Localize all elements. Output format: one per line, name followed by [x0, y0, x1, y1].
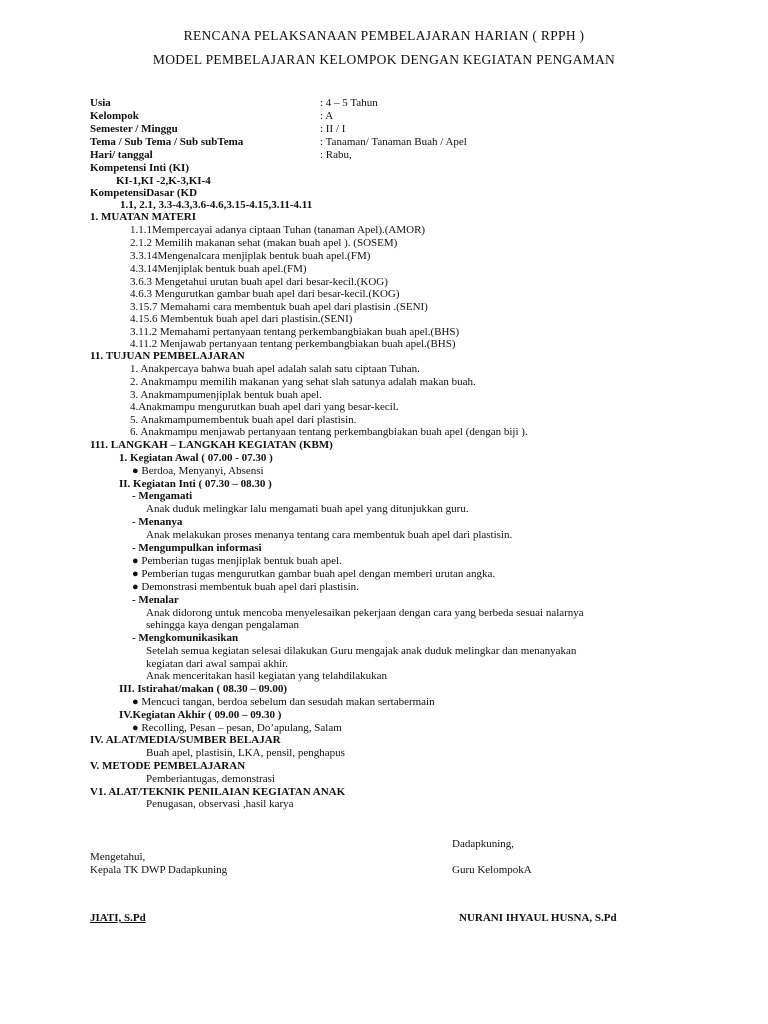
info-label-hari: Hari/ tanggal: [90, 149, 153, 161]
mengkomunikasikan-label: - Mengkomunikasikan: [132, 632, 239, 644]
muatan-item: 3.11.2 Memahami pertanyaan tentang perkembangbiakan buah apel.(BHS): [130, 326, 460, 338]
document-title: RENCANA PELAKSANAAN PEMBELAJARAN HARIAN ( RPPH ): [183, 28, 585, 43]
mengumpulkan-item: ● Pemberian tugas menjiplak bentuk buah apel.: [132, 555, 342, 567]
penilaian-text: Penugasan, observasi ,hasil karya: [146, 798, 294, 810]
kd-value: 1.1, 2.1, 3.3-4.3,3.6-4.6,3.15-4.15,3.11-4.11: [120, 199, 313, 211]
section-heading-muatan: 1. MUATAN MATERI: [90, 211, 197, 223]
section-heading-metode: V. METODE PEMBELAJARAN: [90, 760, 246, 772]
kd-label: KompetensiDasar (KD: [90, 187, 198, 199]
mengkomunikasikan-text: kegiatan dari awal sampai akhir.: [146, 658, 289, 670]
menalar-text: Anak didorong untuk mencoba menyelesaikan pekerjaan dengan cara yang berbeda sesuai nalarnya: [146, 607, 584, 619]
info-value-hari: : Rabu,: [320, 149, 352, 161]
info-label-tema: Tema / Sub Tema / Sub subTema: [90, 136, 244, 148]
tujuan-item: 2. Anakmampu memilih makanan yang sehat slah satunya adalah makan buah.: [130, 376, 476, 388]
mengumpulkan-item: ● Demonstrasi membentuk buah apel dari plastisin.: [132, 581, 359, 593]
info-label-semester: Semester / Minggu: [90, 123, 178, 135]
muatan-item: 3.3.14Mengenalcara menjiplak bentuk buah apel.(FM): [130, 250, 371, 262]
muatan-item: 3.15.7 Memahami cara membentuk buah apel dari plastisin .(SENI): [130, 301, 428, 313]
kegiatan-akhir-heading: IV.Kegiatan Akhir ( 09.00 – 09.30 ): [119, 709, 282, 721]
muatan-item: 3.6.3 Mengetahui urutan buah apel dari besar-kecil.(KOG): [130, 276, 388, 288]
tujuan-item: 5. Anakmampumembentuk buah apel dari plastisin.: [130, 414, 357, 426]
info-value-kelompok: : A: [320, 110, 334, 122]
signature-left-role: Kepala TK DWP Dadapkuning: [90, 864, 228, 876]
info-label-kelompok: Kelompok: [90, 110, 139, 122]
istirahat-item: ● Mencuci tangan, berdoa sebelum dan sesudah makan sertabermain: [132, 696, 435, 708]
section-heading-alat: IV. ALAT/MEDIA/SUMBER BELAJAR: [90, 734, 281, 746]
metode-text: Pemberiantugas, demonstrasi: [146, 773, 275, 785]
muatan-item: 4.6.3 Mengurutkan gambar buah apel dari besar-kecil.(KOG): [130, 288, 400, 300]
kegiatan-akhir-item: ● Recolling, Pesan – pesan, Do’apulang, Salam: [132, 722, 342, 734]
mengkomunikasikan-text: Anak menceritakan hasil kegiatan yang telahdilakukan: [146, 670, 387, 682]
mengkomunikasikan-text: Setelah semua kegiatan selesai dilakukan Guru mengajak anak duduk melingkar dan menanyakan: [146, 645, 577, 657]
tujuan-item: 1. Anakpercaya bahwa buah apel adalah salah satu ciptaan Tuhan.: [130, 363, 420, 375]
mengumpulkan-item: ● Pemberian tugas mengurutkan gambar buah apel dengan memberi urutan angka.: [132, 568, 496, 580]
signature-right-role: Guru KelompokA: [452, 864, 532, 876]
muatan-item: 4.15.6 Membentuk buah apel dari plastisin.(SENI): [130, 313, 353, 325]
muatan-item: 4.3.14Menjiplak bentuk buah apel.(FM): [130, 263, 307, 275]
info-label-usia: Usia: [90, 97, 111, 109]
signature-right-name: NURANI IHYAUL HUSNA, S.Pd: [459, 912, 617, 924]
menanya-text: Anak melakukan proses menanya tentang cara membentuk buah apel dari plastisin.: [146, 529, 513, 541]
muatan-item: 2.1.2 Memilih makanan sehat (makan buah apel ). (SOSEM): [130, 237, 398, 249]
muatan-item: 4.11.2 Menjawab pertanyaan tentang perkembangbiakan buah apel.(BHS): [130, 338, 456, 350]
istirahat-heading: III. Istirahat/makan ( 08.30 – 09.00): [119, 683, 288, 695]
document-subtitle: MODEL PEMBELAJARAN KELOMPOK DENGAN KEGIATAN PENGAMAN: [152, 52, 616, 67]
tujuan-item: 4.Anakmampu mengurutkan buah apel dari yang besar-kecil.: [130, 401, 399, 413]
kegiatan-awal-heading: 1. Kegiatan Awal ( 07.00 - 07.30 ): [119, 452, 273, 464]
ki-label: Kompetensi Inti (KI): [90, 162, 189, 174]
mengamati-text: Anak duduk melingkar lalu mengamati buah apel yang ditunjukkan guru.: [146, 503, 469, 515]
section-heading-langkah: 111. LANGKAH – LANGKAH KEGIATAN (KBM): [90, 439, 333, 451]
section-heading-penilaian: V1. ALAT/TEKNIK PENILAIAN KEGIATAN ANAK: [90, 786, 346, 798]
ki-value: KI-1,KI -2,K-3,KI-4: [116, 175, 211, 187]
info-value-semester: : II / I: [320, 123, 346, 135]
kegiatan-awal-item: ● Berdoa, Menyanyi, Absensi: [132, 465, 264, 477]
info-value-usia: : 4 – 5 Tahun: [320, 97, 378, 109]
tujuan-item: 3. Anakmampumenjiplak bentuk buah apel.: [130, 389, 322, 401]
menalar-label: - Menalar: [132, 594, 179, 606]
signature-place: Dadapkuning,: [452, 838, 515, 850]
mengamati-label: - Mengamati: [132, 490, 193, 502]
menalar-text: sehingga kaya dengan pengalaman: [146, 619, 300, 631]
signature-acknowledged: Mengetahui,: [90, 851, 146, 863]
alat-text: Buah apel, plastisin, LKA, pensil, penghapus: [146, 747, 345, 759]
kegiatan-inti-heading: II. Kegiatan Inti ( 07.30 – 08.30 ): [119, 478, 272, 490]
section-heading-tujuan: 11. TUJUAN PEMBELAJARAN: [90, 350, 245, 362]
info-value-tema: : Tanaman/ Tanaman Buah / Apel: [320, 136, 467, 148]
signature-left-name: JIATI, S.Pd: [90, 912, 146, 924]
mengumpulkan-label: - Mengumpulkan informasi: [132, 542, 262, 554]
tujuan-item: 6. Anakmampu menjawab pertanyaan tentang perkembangbiakan buah apel (dengan biji ).: [130, 426, 528, 438]
menanya-label: - Menanya: [132, 516, 183, 528]
muatan-item: 1.1.1Mempercayai adanya ciptaan Tuhan (tanaman Apel).(AMOR): [130, 224, 426, 236]
